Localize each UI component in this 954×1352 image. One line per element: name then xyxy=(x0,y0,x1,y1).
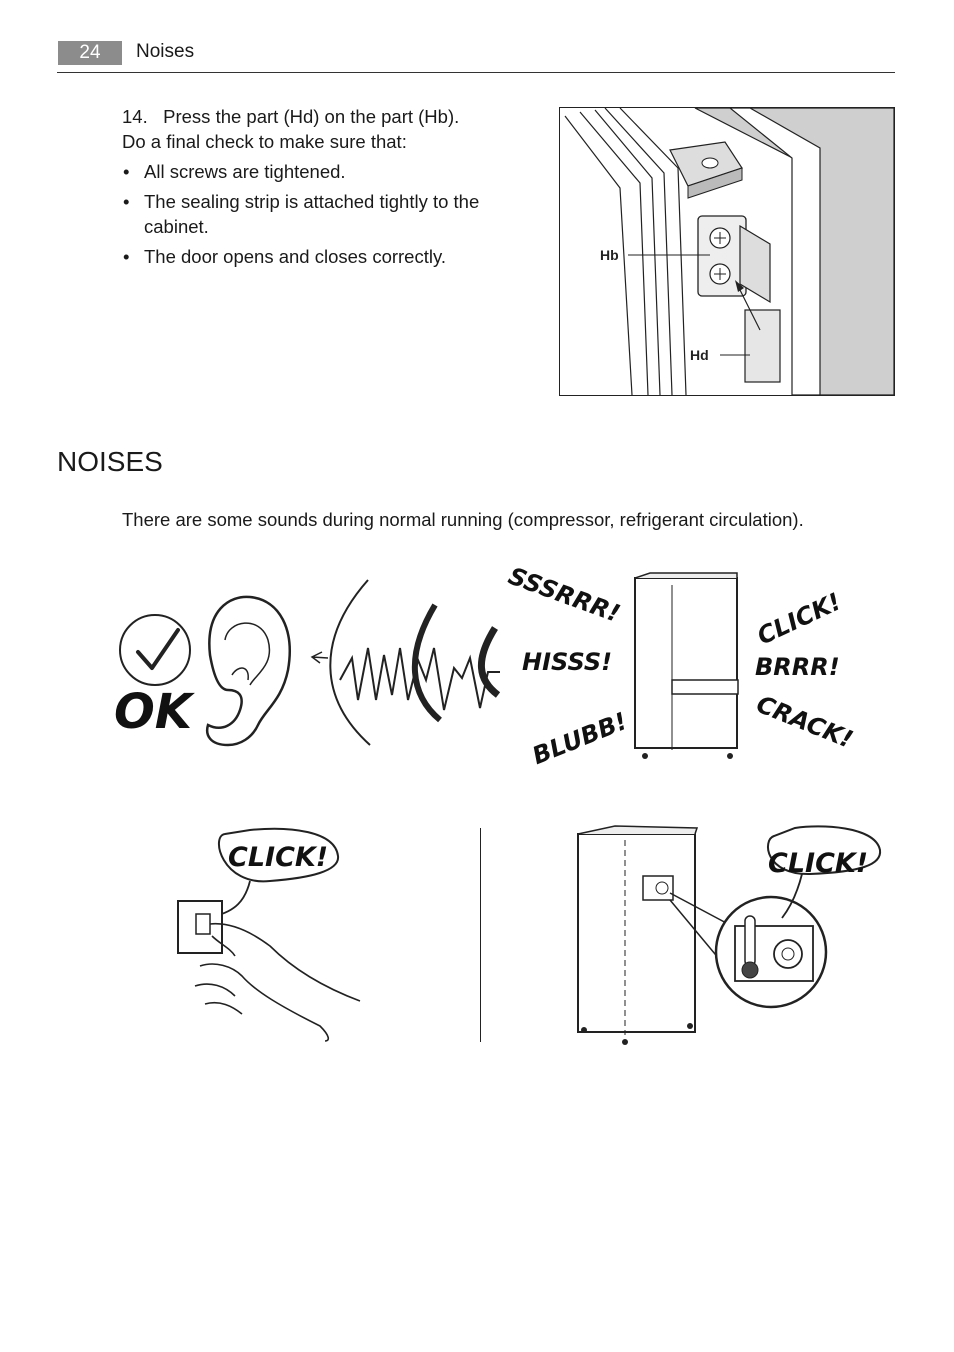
sound-label-click: CLICK! xyxy=(752,587,846,651)
page-number: 24 xyxy=(58,41,122,65)
figure-divider xyxy=(480,828,481,1042)
thermostat-click-bubble: CLICK! xyxy=(768,848,869,879)
step-instruction: Press the part (Hd) on the part (Hb). xyxy=(163,106,460,127)
section-title: NOISES xyxy=(57,446,163,477)
check-item-door: • The door opens and closes correctly. xyxy=(122,244,522,269)
page-header xyxy=(57,40,895,73)
label-hb: Hb xyxy=(600,247,619,263)
check-intro: Do a final check to make sure that: xyxy=(122,131,407,152)
ear-icon xyxy=(207,597,290,745)
ok-check-icon xyxy=(120,615,190,685)
switch-figure xyxy=(170,826,370,1046)
fridge-freezer-icon xyxy=(635,573,738,759)
hinge-figure xyxy=(559,107,895,396)
switch-svg xyxy=(170,826,370,1046)
sound-label-crack: CRACK! xyxy=(752,689,857,754)
thermostat-svg xyxy=(570,820,890,1050)
thermostat-figure xyxy=(570,820,890,1050)
step-number: 14. xyxy=(122,106,148,127)
check-item-screws: • All screws are tightened. xyxy=(122,159,522,184)
section-intro: There are some sounds during normal running (compressor, refrigerant circulation). xyxy=(122,509,804,530)
sound-wave-icon xyxy=(312,580,500,745)
step-14-instructions xyxy=(122,104,522,274)
label-hd: Hd xyxy=(690,347,709,363)
sound-label-brrr: BRRR! xyxy=(755,653,840,681)
step-instruction-line xyxy=(122,104,522,129)
fridge-icon xyxy=(578,826,697,1045)
switch-click-bubble: CLICK! xyxy=(228,842,329,873)
check-item-sealing-strip: • The sealing strip is attached tightly to the cabinet. xyxy=(122,189,522,239)
noise-illustration xyxy=(110,560,860,780)
noise-svg xyxy=(110,560,860,780)
check-list xyxy=(122,159,522,269)
header-section-title: Noises xyxy=(136,41,195,62)
hinge-illustration xyxy=(560,108,894,395)
sound-label-hisss: HISSS! xyxy=(522,648,613,676)
sound-label-blubb: BLUBB! xyxy=(528,707,631,771)
ok-label: OK xyxy=(114,684,192,740)
thermometer-icon xyxy=(742,916,758,978)
sound-label-sssrrr: SSSRRR! xyxy=(504,561,624,628)
